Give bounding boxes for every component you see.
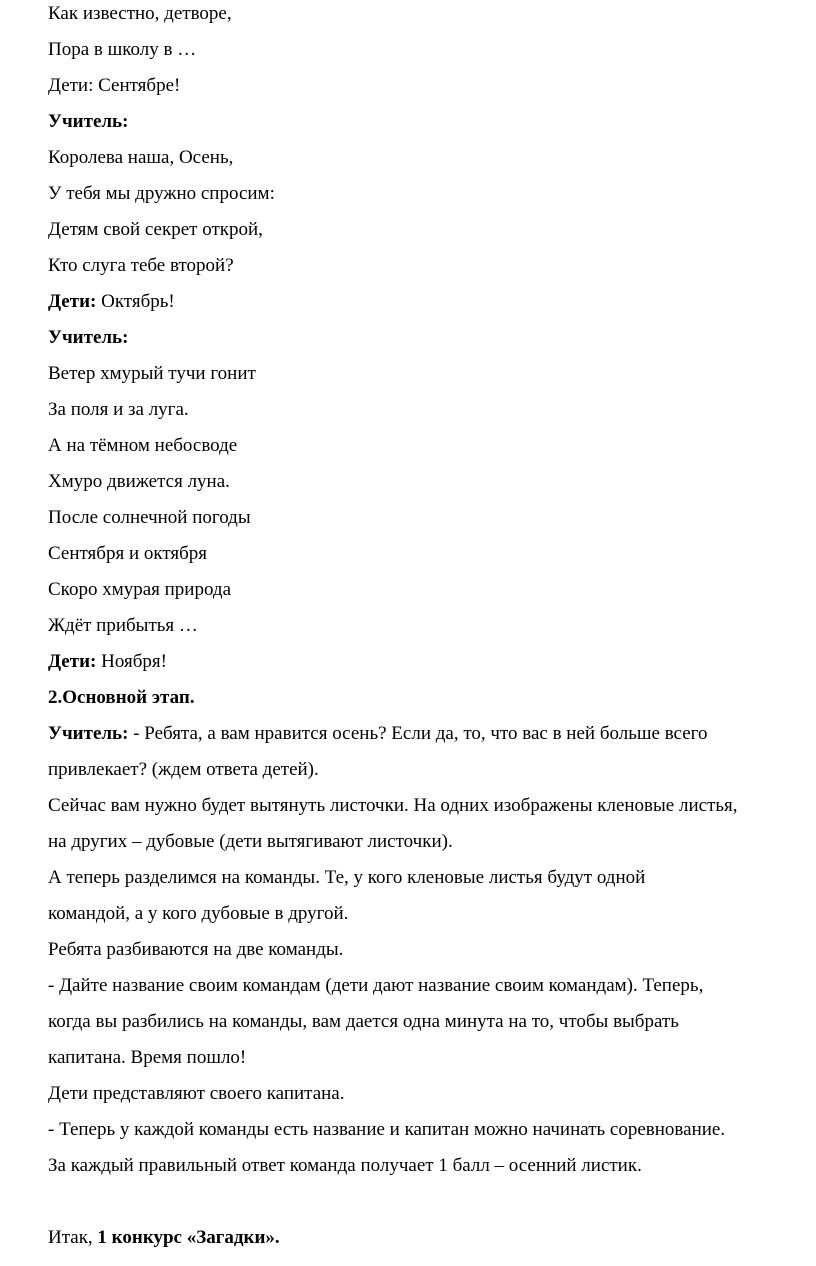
text-line: привлекает? (ждем ответа детей). (48, 759, 319, 780)
text-line: После солнечной погоды (48, 507, 251, 528)
text-line: Дети: Ноября! (48, 651, 167, 672)
text-line: Скоро хмурая природа (48, 579, 232, 600)
text-line: Сейчас вам нужно будет вытянуть листочки. На одних изображены кленовые листья, (48, 795, 738, 816)
text-line: Учитель: - Ребята, а вам нравится осень? Если да, то, что вас в ней больше всего (48, 723, 708, 744)
text-line: Дети представляют своего капитана. (48, 1083, 345, 1104)
text-line: - Дайте название своим командам (дети дают название своим командам). Теперь, (48, 975, 704, 996)
text-line: За поля и за луга. (48, 399, 189, 420)
text-line: Пора в школу в … (48, 39, 197, 60)
text-line: Ребята разбиваются на две команды. (48, 939, 344, 960)
text-line: Дети: Сентябре! (48, 75, 181, 96)
text-line: командой, а у кого дубовые в другой. (48, 903, 349, 924)
section-heading: 2.Основной этап. (48, 687, 195, 708)
text-line: А на тёмном небосводе (48, 435, 238, 456)
text-line: Кто слуга тебе второй? (48, 255, 234, 276)
text-line: капитана. Время пошло! (48, 1047, 247, 1068)
speaker-heading: Учитель: (48, 111, 129, 132)
text-line: Ветер хмурый тучи гонит (48, 363, 256, 384)
text-line: когда вы разбились на команды, вам дается одна минута на то, чтобы выбрать (48, 1011, 679, 1032)
text-line: на других – дубовые (дети вытягивают листочки). (48, 831, 453, 852)
text-line: Сентября и октября (48, 543, 208, 564)
text-line: Королева наша, Осень, (48, 147, 234, 168)
text-line: - Теперь у каждой команды есть название и капитан можно начинать соревнование. (48, 1119, 726, 1140)
text-line: Ждёт прибытья … (48, 615, 198, 636)
text-line: Хмуро движется луна. (48, 471, 230, 492)
text-line: Итак, 1 конкурс «Загадки». (48, 1227, 280, 1248)
text-line: Детям свой секрет открой, (48, 219, 263, 240)
text-line: У тебя мы дружно спросим: (48, 183, 275, 204)
text-line: А теперь разделимся на команды. Те, у кого кленовые листья будут одной (48, 867, 646, 888)
speaker-heading: Учитель: (48, 327, 129, 348)
text-line: За каждый правильный ответ команда получает 1 балл – осенний листик. (48, 1155, 642, 1176)
text-line: Дети: Октябрь! (48, 291, 175, 312)
text-line: Как известно, детворе, (48, 3, 232, 24)
